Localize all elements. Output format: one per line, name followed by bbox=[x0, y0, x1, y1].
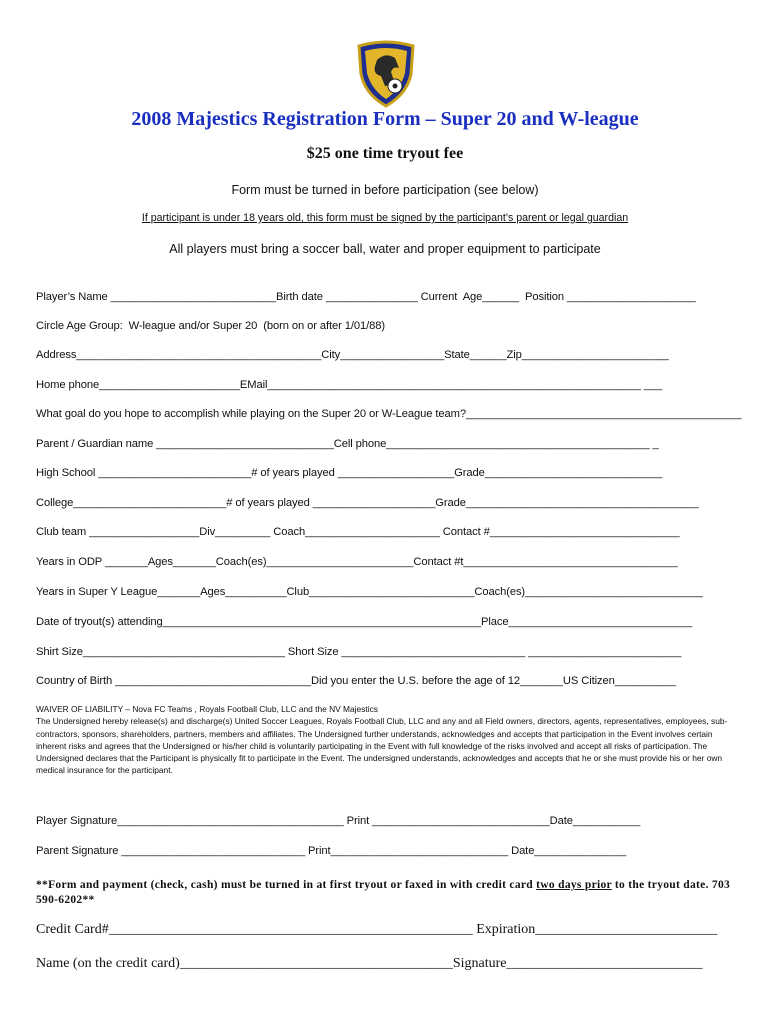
high-school-field[interactable]: High School _________________________# of years played ___________________Grade_____________________________ bbox=[36, 467, 663, 479]
waiver-section bbox=[36, 703, 736, 777]
guardian-field[interactable]: Parent / Guardian name _____________________________Cell phone___________________________________________ _ bbox=[36, 438, 659, 450]
guardian-notice: If participant is under 18 years old, this form must be signed by the participant’s parent or legal guardian bbox=[141, 212, 629, 224]
college-field[interactable]: College_________________________# of years played ____________________Grade______________________________________ bbox=[36, 497, 699, 509]
equipment-notice: All players must bring a soccer ball, water and proper equipment to participate bbox=[169, 242, 601, 256]
tryout-fee-subtitle: $25 one time tryout fee bbox=[306, 145, 464, 162]
form-title: 2008 Majestics Registration Form – Super 20 and W-league bbox=[131, 108, 639, 130]
birth-country-field[interactable]: Country of Birth ________________________________Did you enter the U.S. before the age of 12_______US Citizen__________ bbox=[36, 675, 676, 687]
tryout-field[interactable]: Date of tryout(s) attending____________________________________________________Place______________________________ bbox=[36, 616, 693, 628]
payment-note-end: to the tryout date. 703 590-6202** bbox=[36, 879, 731, 906]
waiver-body: The Undersigned hereby release(s) and discharge(s) United Soccer Leagues, Royals Football Club, LLC and any and all Field owners, directors, agents, representatives, employees, sub-contractors, sponsors, shareholders, partners, members and affiliates. The Undersigned further understands, acknowledges and accepts that participation in the Event involves certain inherent risks and agrees that the Undersigned or his/her child is voluntarily participating in the Event with full knowledge of the risks involved and accept all risks of participation. The Undersigned declares that the Participant is physically fit to participate in the Event. The undersigned understands, acknowledges and accepts that he or she must provide his or her own medical insurance for the participant. bbox=[36, 716, 728, 776]
credit-card-field[interactable]: Credit Card#____________________________________________________ Expiration__________________________ bbox=[36, 922, 718, 937]
super-y-field[interactable]: Years in Super Y League_______Ages__________Club___________________________Coach(es)_____________________________ bbox=[36, 586, 703, 598]
odp-field[interactable]: Years in ODP _______Ages_______Coach(es)________________________Contact #t___________________________________ bbox=[36, 556, 678, 568]
payment-note-start: **Form and payment (check, cash) must be turned in at first tryout or faxed in with credit card bbox=[36, 879, 537, 891]
goal-field[interactable]: What goal do you hope to accomplish while playing on the Super 20 or W-League team?_____________________________________________ bbox=[36, 408, 742, 420]
payment-note-deadline: two days prior bbox=[536, 879, 612, 891]
address-field[interactable]: Address________________________________________City_________________State______Zip________________________ bbox=[36, 349, 669, 361]
player-signature-field[interactable]: Player Signature_____________________________________ Print _____________________________Date___________ bbox=[36, 815, 641, 827]
parent-signature-field[interactable]: Parent Signature ______________________________ Print_____________________________ Date_______________ bbox=[36, 845, 627, 857]
shirt-size-field[interactable]: Shirt Size_________________________________ Short Size ______________________________ _________________________ bbox=[36, 646, 682, 658]
age-group-field[interactable]: Circle Age Group: W-league and/or Super 20 (born on or after 1/01/88) bbox=[36, 320, 386, 332]
waiver-heading: WAIVER OF LIABILITY – Nova FC Teams , Royals Football Club, LLC and the NV Majestics bbox=[36, 704, 378, 714]
player-name-field[interactable]: Player’s Name ___________________________Birth date _______________ Current Age______ Position _____________________ bbox=[36, 291, 696, 303]
shield-crest-logo bbox=[355, 40, 417, 108]
payment-note bbox=[36, 878, 748, 908]
card-name-field[interactable]: Name (on the credit card)_______________________________________Signature____________________________ bbox=[36, 956, 703, 971]
turn-in-notice: Form must be turned in before participation (see below) bbox=[231, 183, 539, 197]
club-field[interactable]: Club team __________________Div_________ Coach______________________ Contact #_______________________________ bbox=[36, 526, 680, 538]
phone-email-field[interactable]: Home phone_______________________EMail_____________________________________________________________ ___ bbox=[36, 379, 663, 391]
